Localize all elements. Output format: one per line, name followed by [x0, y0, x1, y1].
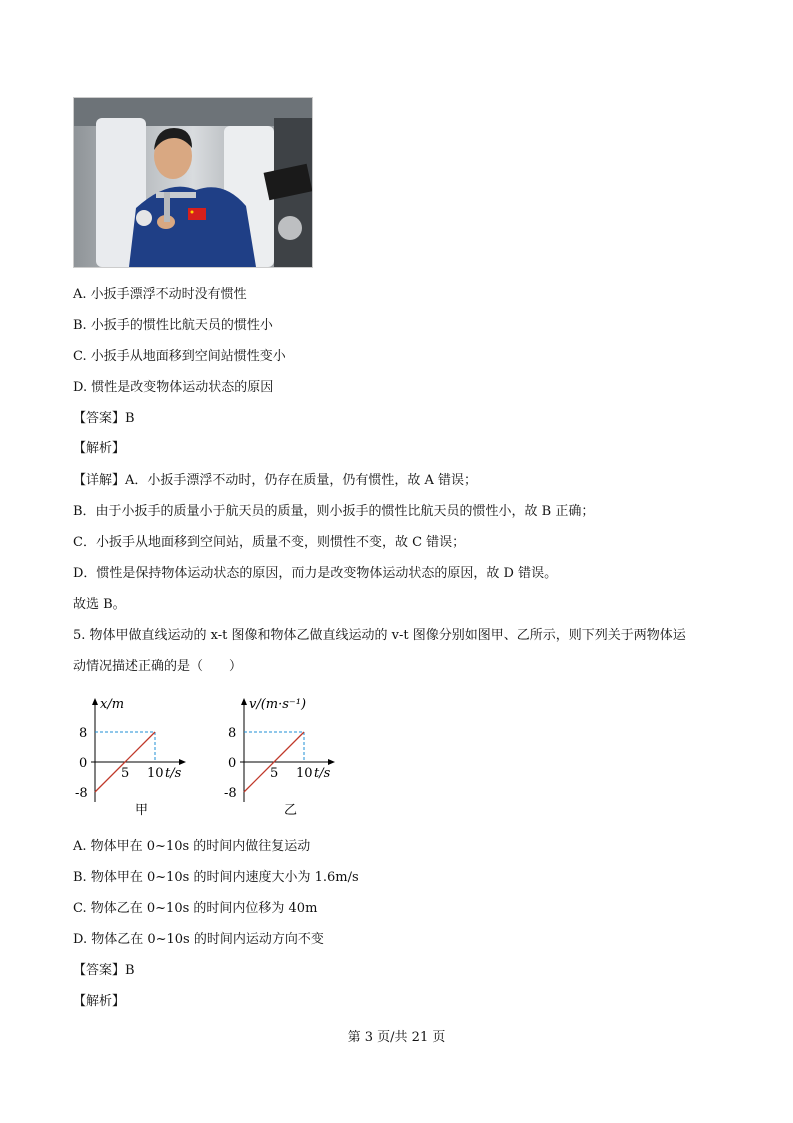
q4-answer: 【答案】B: [73, 411, 135, 426]
q5-stem-line2: 动情况描述正确的是（ ）: [73, 659, 243, 674]
x-tick-5: 5: [121, 766, 130, 781]
q5-option-b: B. 物体甲在 0~10s 的时间内速度大小为 1.6m/s: [73, 870, 359, 885]
q5-option-d: D. 物体乙在 0~10s 的时间内运动方向不变: [73, 932, 324, 947]
graph-caption: 甲: [135, 803, 149, 818]
q4-detail-d: D．惯性是保持物体运动状态的原因，而力是改变物体运动状态的原因，故 D 错误。: [73, 566, 558, 581]
q4-option-d: D. 惯性是改变物体运动状态的原因: [73, 380, 274, 395]
page-footer: 第 3 页/共 21 页: [347, 1030, 446, 1045]
x-axis-label: t/s: [165, 766, 182, 781]
graph-jia: [73, 690, 213, 824]
q5-answer: 【答案】B: [73, 963, 135, 978]
x-tick-10: 10: [147, 766, 164, 781]
y-axis-arrow: [241, 698, 247, 705]
q5-option-a: A. 物体甲在 0~10s 的时间内做往复运动: [73, 839, 311, 854]
q5-stem-line1: 5. 物体甲做直线运动的 x-t 图像和物体乙做直线运动的 v-t 图像分别如图甲、乙所示，则下列关于两物体运: [73, 628, 686, 643]
x-axis-arrow: [328, 759, 335, 765]
q4-analysis-label: 【解析】: [73, 441, 126, 456]
y-tick-0: 0: [79, 756, 88, 771]
y-axis-arrow: [92, 698, 98, 705]
y-tick-8: 8: [79, 726, 88, 741]
y-tick-0: 0: [228, 756, 237, 771]
q4-detail-c: C．小扳手从地面移到空间站，质量不变，则惯性不变，故 C 错误；: [73, 535, 466, 550]
x-axis-arrow: [179, 759, 186, 765]
q5-option-c: C. 物体乙在 0~10s 的时间内位移为 40m: [73, 901, 318, 916]
q4-option-a: A. 小扳手漂浮不动时没有惯性: [73, 287, 247, 302]
graph-yi: [222, 690, 372, 824]
q4-detail-b: B．由于小扳手的质量小于航天员的质量，则小扳手的惯性比航天员的惯性小，故 B 正确；: [73, 504, 595, 519]
x-tick-10: 10: [296, 766, 313, 781]
x-tick-5: 5: [270, 766, 279, 781]
q4-detail-a: 【详解】A．小扳手漂浮不动时，仍存在质量，仍有惯性，故 A 错误；: [73, 473, 478, 488]
x-axis-label: t/s: [314, 766, 331, 781]
y-tick-neg8: -8: [75, 786, 88, 801]
q4-conclusion: 故选 B。: [73, 597, 126, 612]
y-tick-8: 8: [228, 726, 237, 741]
astronaut-photo: [73, 97, 313, 268]
y-axis-label: v/(m·s⁻¹): [249, 697, 307, 712]
y-tick-neg8: -8: [224, 786, 237, 801]
q4-option-c: C. 小扳手从地面移到空间站惯性变小: [73, 349, 286, 364]
q4-option-b: B. 小扳手的惯性比航天员的惯性小: [73, 318, 273, 333]
graph-caption: 乙: [284, 803, 298, 818]
q5-analysis-label: 【解析】: [73, 994, 126, 1009]
y-axis-label: x/m: [100, 697, 125, 712]
